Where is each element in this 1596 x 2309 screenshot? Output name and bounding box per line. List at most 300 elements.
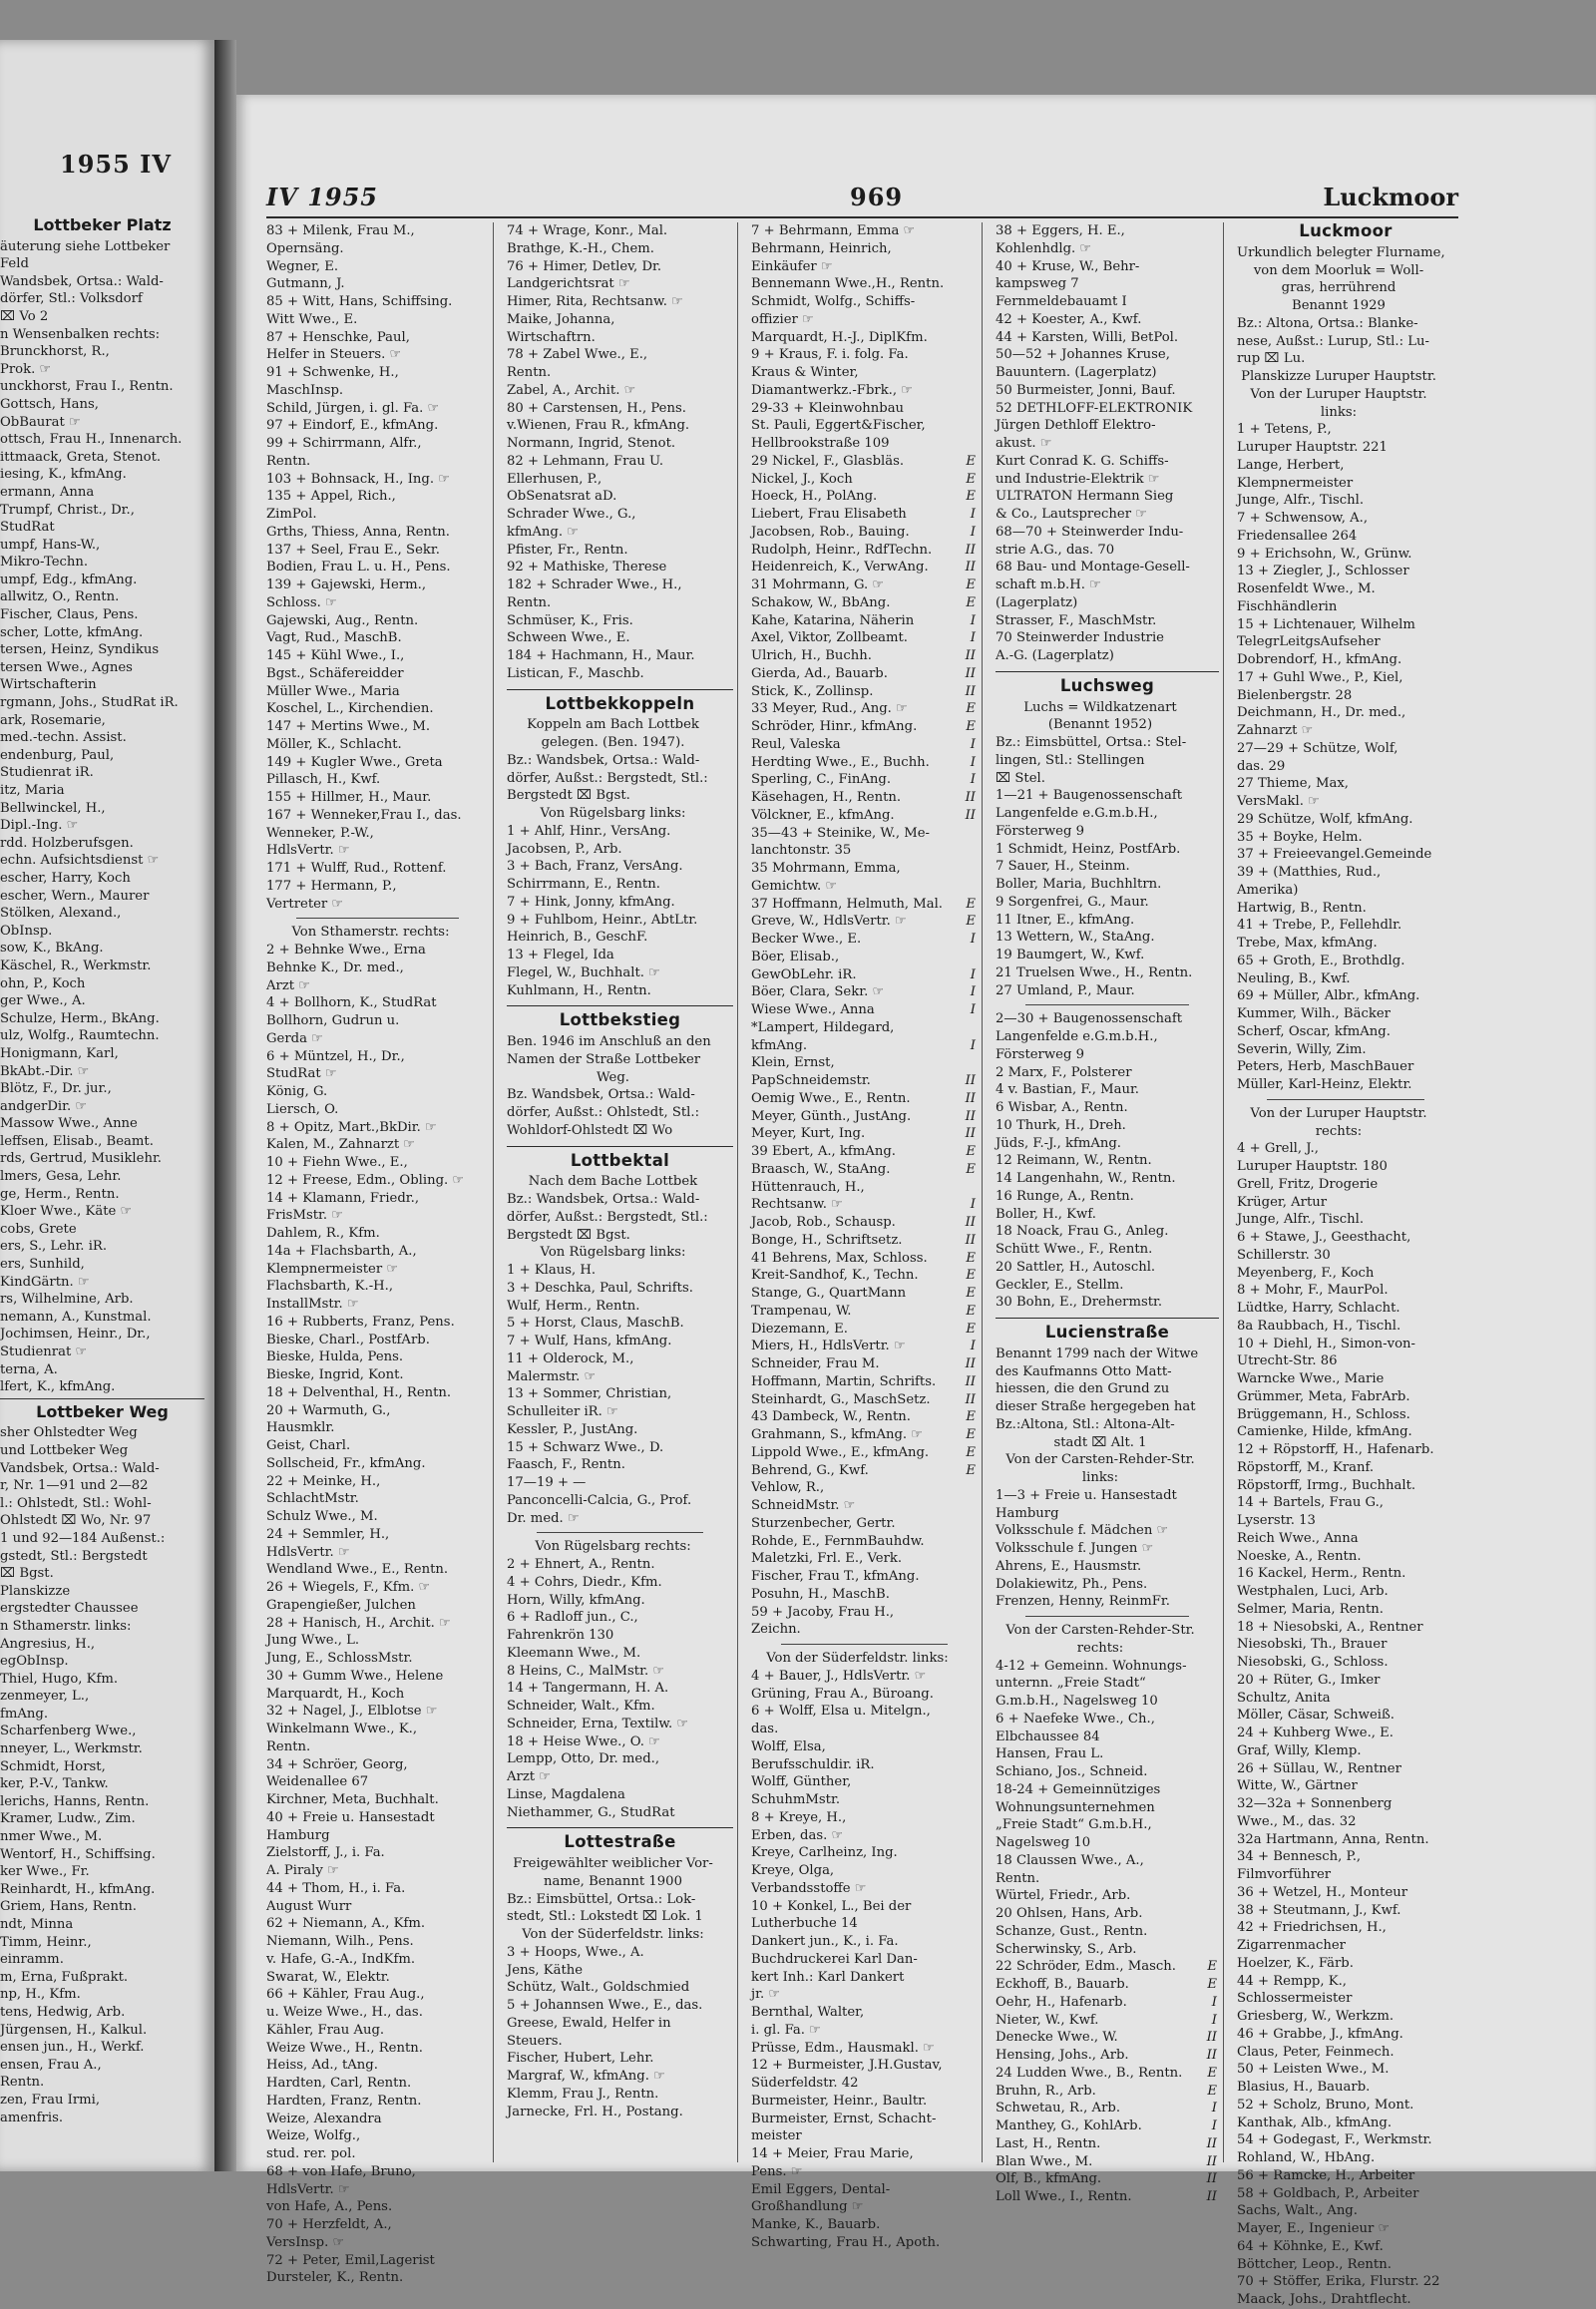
entry-text: 39 Ebert, A., kfmAng. (751, 1144, 896, 1159)
directory-entry: ers, S., Lehr. iR. (0, 1239, 108, 1255)
directory-entry (266, 594, 489, 612)
entry-text: 6 Wisbar, A., Rentn. (996, 1100, 1128, 1115)
entry-text: Maike, Johanna, (507, 311, 615, 327)
directory-entry (507, 577, 733, 594)
directory-entry (1237, 475, 1454, 493)
entry-text: Geist, Charl. (266, 1438, 351, 1453)
entry-text: offizier ☞ (751, 311, 814, 327)
entry-text: 13 + Sommer, Christian, (507, 1386, 672, 1402)
entry-text: 78 + Zabel Wwe., E., (507, 347, 648, 363)
entry-text: 16 Runge, A., Rentn. (996, 1188, 1134, 1204)
floor-marker: II (965, 542, 976, 558)
directory-entry (996, 1223, 1219, 1241)
directory-entry: rdd. Holzberufsgen. (0, 835, 134, 851)
directory-entry (996, 471, 1219, 489)
entry-text: 1—3 + Freie u. Hansestadt (996, 1487, 1177, 1503)
directory-entry (266, 1154, 489, 1172)
directory-entry (996, 787, 1219, 805)
entry-text: 15 + Schwarz Wwe., D. (507, 1439, 664, 1455)
entry-text: 147 + Mertins Wwe., M. (266, 719, 431, 734)
directory-entry (751, 1214, 978, 1232)
entry-text: MaschInsp. (266, 382, 344, 398)
directory-entry: ergstedter Chaussee (0, 1601, 139, 1617)
directory-entry (507, 1592, 733, 1610)
directory-entry (507, 1280, 733, 1298)
entry-text: Zielstorff, J., i. Fa. (266, 1845, 385, 1861)
directory-entry (751, 559, 978, 577)
directory-entry (507, 1456, 733, 1474)
directory-entry (507, 559, 733, 577)
directory-entry (1237, 1866, 1454, 1884)
floor-marker: I (970, 984, 976, 1000)
entry-text: 167 + Wenneker,Frau I., das. (266, 807, 462, 823)
directory-entry (996, 982, 1219, 1000)
entry-text: Brathge, K.-H., Chem. (507, 240, 654, 256)
entry-text: Jarnecke, Frl. H., Postang. (507, 2104, 683, 2119)
entry-text: 18-24 + Gemeinnütziges (996, 1781, 1161, 1797)
directory-entry (1237, 1005, 1454, 1023)
entry-text: Lempp, Otto, Dr. med., (507, 1751, 660, 1767)
floor-marker: E (966, 489, 976, 505)
directory-entry (751, 807, 978, 825)
directory-entry (751, 1125, 978, 1143)
entry-text: Dr. med. ☞ (507, 1510, 580, 1526)
directory-entry: ermann, Anna (0, 484, 95, 500)
entry-text: 68—70 + Steinwerder Indu- (996, 524, 1184, 540)
entry-text: 4 + Bollhorn, K., StudRat (266, 995, 437, 1011)
directory-entry (266, 1615, 489, 1633)
entry-text: Niesobski, Th., Brauer (1237, 1637, 1388, 1653)
directory-entry (1237, 1512, 1454, 1530)
entry-text: Rohland, W., HbAng. (1237, 2150, 1376, 2165)
entry-text: Jacobsen, Rob., Bauing. (751, 524, 910, 540)
directory-entry (751, 1686, 978, 1704)
entry-text: 9 Sorgenfrei, G., Maur. (996, 894, 1149, 910)
directory-entry (266, 453, 489, 471)
entry-text: ULTRATON Hermann Sieg (996, 489, 1174, 505)
directory-entry (1237, 864, 1454, 882)
directory-entry (507, 1403, 733, 1421)
entry-text: 17—19 + — (507, 1475, 587, 1490)
entry-text: Klein, Ernst, (751, 1055, 835, 1071)
entry-text: Elbchaussee 84 (996, 1729, 1100, 1744)
directory-entry (751, 417, 978, 435)
entry-text: kert Inh.: Karl Dankert (751, 1969, 905, 1985)
directory-entry: ensen, Frau A., (0, 2057, 102, 2073)
directory-entry (996, 1593, 1219, 1611)
directory-entry (507, 400, 733, 418)
directory-entry: echn. Aufsichtsdienst ☞ (0, 853, 160, 869)
directory-entry (266, 2004, 489, 2022)
directory-entry: Griem, Hans, Rentn. (0, 1899, 137, 1915)
entry-text: 7 + Schwensow, A., (1237, 511, 1369, 526)
entry-text: 92 + Mathiske, Therese (507, 560, 667, 576)
entry-text: 34 + Bennesch, P., (1237, 1849, 1362, 1865)
directory-entry: Vandsbek, Ortsa.: Wald- (0, 1460, 160, 1476)
directory-entry: Blötz, F., Dr. jur., (0, 1081, 112, 1097)
directory-entry (996, 805, 1219, 823)
floor-marker: E (966, 577, 976, 592)
directory-entry: Rentn. (0, 2075, 45, 2091)
directory-entry (507, 382, 733, 400)
directory-entry: Gottsch, Hans, (0, 396, 99, 412)
entry-text: v. Hafe, G.-A., IndKfm. (266, 1951, 416, 1967)
directory-entry (751, 665, 978, 683)
directory-entry (507, 1750, 733, 1768)
directory-entry (507, 1926, 733, 1944)
entry-text: 14 + Meier, Frau Marie, (751, 2146, 914, 2161)
entry-text: Manke, K., Bauarb. (751, 2217, 881, 2232)
entry-text: Pillasch, H., Kwf. (266, 772, 381, 788)
floor-marker: II (1206, 2030, 1217, 2046)
directory-entry (751, 382, 978, 400)
entry-text: Von der Carsten-Rehder-Str. (1005, 1452, 1195, 1468)
entry-text: St. Pauli, Eggert&Fischer, (751, 418, 926, 434)
street-heading: Lottbeker Weg (0, 1398, 204, 1421)
entry-text: 7 + Behrmann, Emma ☞ (751, 223, 916, 238)
directory-entry (996, 647, 1219, 665)
entry-text: Grapengießer, Julchen (266, 1597, 416, 1613)
section-divider (1025, 1004, 1189, 1005)
entry-text: 68 Bau- und Montage-Gesell- (996, 560, 1190, 576)
directory-entry (266, 1880, 489, 1898)
directory-entry (507, 1051, 733, 1069)
entry-text: 171 + Wulff, Rud., Rottenf. (266, 861, 447, 876)
entry-text: dörfer, Außst.: Ohlstedt, Stl.: (507, 1105, 700, 1120)
directory-entry (1237, 811, 1454, 829)
directory-entry (751, 1408, 978, 1426)
entry-text: Denecke Wwe., W. (996, 2030, 1118, 2046)
directory-entry (751, 825, 978, 843)
directory-entry (996, 1799, 1219, 1817)
entry-text: 29 Nickel, F., Glasbläs. (751, 453, 905, 469)
directory-entry (751, 1915, 978, 1933)
directory-entry (1237, 2008, 1454, 2026)
directory-entry (751, 1444, 978, 1462)
directory-entry (751, 1533, 978, 1551)
directory-entry: Scharfenberg Wwe., (0, 1724, 137, 1739)
directory-entry (266, 1668, 489, 1686)
entry-text: 38 + Eggers, H. E., (996, 223, 1125, 238)
directory-entry (266, 1101, 489, 1119)
entry-text: Geckler, E., Stellm. (996, 1277, 1124, 1293)
floor-marker: E (966, 1303, 976, 1319)
entry-text: Koschel, L., Kirchendien. (266, 701, 434, 717)
directory-entry: umpf, Edg., kfmAng. (0, 572, 138, 587)
directory-entry (1237, 279, 1454, 297)
directory-entry (751, 2022, 978, 2040)
directory-entry (266, 924, 489, 942)
directory-entry (266, 311, 489, 329)
directory-entry (266, 825, 489, 843)
entry-text: Wendland Wwe., E., Rentn. (266, 1562, 449, 1578)
entry-text: Fischer, Frau T., kfmAng. (751, 1569, 920, 1584)
entry-text: Schwetau, R., Arb. (996, 2101, 1121, 2117)
directory-entry (266, 524, 489, 542)
entry-text: 26 + Wiegels, F., Kfm. ☞ (266, 1580, 431, 1595)
entry-text: Malermstr. ☞ (507, 1368, 597, 1384)
entry-text: 44 + Thom, H., i. Fa. (266, 1880, 406, 1896)
entry-text: Von Rügelsbarg links: (540, 806, 686, 821)
directory-entry (1237, 2149, 1454, 2167)
directory-entry (266, 2022, 489, 2040)
directory-entry (996, 1380, 1219, 1398)
entry-text: Jacob, Rob., Schausp. (751, 1215, 896, 1230)
entry-text: 33 Meyer, Rud., Ang. ☞ (751, 701, 908, 717)
directory-entry (507, 275, 733, 293)
entry-text: Marquardt, H.-J., DiplKfm. (751, 329, 928, 345)
directory-entry (266, 2057, 489, 2075)
floor-marker: I (970, 754, 976, 770)
directory-entry: Timm, Heinr., (0, 1934, 92, 1950)
directory-entry (507, 2068, 733, 2086)
directory-entry (751, 222, 978, 240)
directory-entry (507, 453, 733, 471)
entry-text: 103 + Bohnsack, H., Ing. ☞ (266, 471, 451, 487)
entry-text: 9 + Fuhlbom, Heinr., AbtLtr. (507, 912, 698, 928)
entry-text: Oehr, H., Hafenarb. (996, 1994, 1127, 2010)
entry-text: Hausmklr. (266, 1420, 335, 1436)
directory-entry (1237, 1459, 1454, 1477)
entry-text: Von Rügelsbarg links: (540, 1245, 686, 1261)
directory-entry (1237, 651, 1454, 669)
entry-text: 8 + Opitz, Mart.,BkDir. ☞ (266, 1119, 437, 1135)
directory-entry: rs, Wilhelmine, Arb. (0, 1292, 134, 1308)
entry-text: Klempnermeister (1237, 475, 1354, 491)
entry-text: Kalen, M., Zahnarzt ☞ (266, 1137, 416, 1153)
entry-text: Schrader Wwe., G., (507, 507, 636, 522)
directory-entry (996, 612, 1219, 630)
entry-text: Linse, Magdalena (507, 1786, 625, 1802)
entry-text: Weg. (597, 1069, 629, 1085)
directory-entry (266, 754, 489, 772)
directory-entry (266, 1773, 489, 1791)
entry-text: Becker Wwe., E. (751, 932, 862, 947)
directory-entry (1237, 1831, 1454, 1849)
directory-entry (751, 1338, 978, 1355)
entry-text: lanchtonstr. 35 (751, 843, 852, 859)
entry-text: 5 + Horst, Claus, MaschB. (507, 1316, 684, 1332)
directory-entry (751, 1090, 978, 1108)
entry-text: Scherf, Oscar, kfmAng. (1237, 1023, 1391, 1039)
entry-text: Möller, K., Schlacht. (266, 736, 402, 752)
directory-entry (751, 1037, 978, 1055)
entry-text: Fernmeldebauamt I (996, 294, 1127, 309)
entry-text: Wiese Wwe., Anna (751, 1002, 875, 1017)
entry-text: 70 + Stöffer, Erika, Flurstr. 22 (1237, 2274, 1440, 2290)
entry-text: 24 + Semmler, H., (266, 1526, 390, 1542)
entry-text: 18 + Niesobski, A., Rentner (1237, 1619, 1423, 1635)
directory-entry (996, 258, 1219, 276)
directory-entry (266, 1756, 489, 1774)
directory-entry (1237, 1760, 1454, 1778)
directory-entry (996, 453, 1219, 471)
directory-entry (996, 2083, 1219, 2101)
entry-text: Krüger, Artur (1237, 1194, 1328, 1210)
directory-entry (1237, 1423, 1454, 1441)
entry-text: Bgst., Schäfereidder (266, 665, 404, 681)
directory-entry (751, 2004, 978, 2022)
directory-entry (751, 931, 978, 949)
directory-entry (996, 2100, 1219, 2117)
directory-entry (266, 1065, 489, 1083)
directory-entry (266, 488, 489, 506)
directory-entry (507, 1510, 733, 1528)
entry-text: Dobrendorf, H., kfmAng. (1237, 652, 1402, 667)
entry-text: 7 + Wulf, Hans, kfmAng. (507, 1334, 672, 1348)
entry-text: Nagelsweg 10 (996, 1835, 1091, 1850)
entry-text: 66 + Kähler, Frau Aug., (266, 1987, 425, 2003)
directory-entry (1237, 1955, 1454, 1973)
entry-text: das. 29 (1237, 758, 1286, 774)
directory-entry (507, 823, 733, 841)
directory-entry: Mikro-Techn. (0, 555, 89, 571)
column-2 (501, 222, 738, 2162)
entry-text: Bz.: Wandsbek, Ortsa.: Wald- (507, 1192, 700, 1207)
entry-text: Kähler, Frau Aug. (266, 2022, 385, 2038)
entry-text: jr. ☞ (751, 1987, 781, 2003)
directory-entry (996, 1170, 1219, 1188)
directory-entry (996, 929, 1219, 947)
entry-text: Schneider, Frau M. (751, 1356, 880, 1371)
floor-marker: I (970, 772, 976, 788)
street-heading (507, 1146, 733, 1170)
entry-text: 74 + Wrage, Konr., Mal. (507, 223, 668, 238)
directory-entry (996, 2188, 1219, 2206)
directory-entry: ohn, P., Koch (0, 975, 86, 991)
directory-entry (1237, 687, 1454, 705)
directory-entry (996, 559, 1219, 577)
directory-entry (507, 488, 733, 506)
entry-text: 11 + Olderock, M., (507, 1350, 634, 1366)
floor-marker: E (966, 1286, 976, 1301)
entry-text: gelegen. (Ben. 1947). (541, 735, 685, 750)
section-divider (537, 1532, 703, 1533)
floor-marker: E (1207, 1959, 1217, 1975)
directory-entry (507, 2104, 733, 2121)
directory-entry (1237, 1229, 1454, 1247)
directory-entry (507, 1439, 733, 1457)
directory-entry (751, 842, 978, 860)
directory-entry (996, 1834, 1219, 1852)
entry-text: 20 Sattler, H., Autoschl. (996, 1259, 1156, 1275)
entry-text: 41 + Trebe, P., Fellehdlr. (1237, 918, 1402, 934)
directory-entry (266, 1243, 489, 1261)
entry-text: Bz.: Wandsbek, Ortsa.: Wald- (507, 752, 700, 768)
directory-entry (751, 913, 978, 931)
directory-entry (1237, 616, 1454, 634)
entry-text: Utrecht-Str. 86 (1237, 1353, 1338, 1369)
entry-text: kampsweg 7 (996, 276, 1079, 292)
entry-text: Kraus & Winter, (751, 365, 859, 380)
entry-text: Posuhn, H., MaschB. (751, 1586, 890, 1602)
directory-entry (507, 629, 733, 647)
entry-text: Fischer, Hubert, Lehr. (507, 2051, 654, 2067)
directory-entry (507, 1315, 733, 1333)
directory-entry (996, 1188, 1219, 1206)
directory-entry (996, 752, 1219, 770)
directory-entry (266, 1366, 489, 1384)
floor-marker: II (965, 665, 976, 681)
directory-entry (751, 1721, 978, 1738)
entry-text: Fischhändlerin (1237, 598, 1338, 614)
entry-text: Koppeln am Bach Lottbek (527, 717, 699, 733)
entry-text: Rentn. (996, 1870, 1040, 1886)
entry-text: Schanze, Gust., Rentn. (996, 1923, 1148, 1939)
directory-entry (751, 1550, 978, 1568)
entry-text: rechts: (1076, 1640, 1124, 1656)
entry-text: Brüggemann, H., Schloss. (1237, 1406, 1410, 1422)
directory-entry (751, 2040, 978, 2058)
entry-text: SchlachtMstr. (266, 1491, 359, 1507)
entry-text: 1—21 + Baugenossenschaft (996, 788, 1183, 804)
directory-entry (996, 542, 1219, 560)
directory-entry (1237, 1105, 1454, 1123)
entry-text: Sturzenbecher, Gertr. (751, 1515, 896, 1531)
directory-entry: Wentorf, H., Schiffsing. (0, 1846, 156, 1862)
directory-entry (751, 1898, 978, 1916)
entry-text: Schröder, Hinr., kfmAng. (751, 719, 918, 734)
entry-text: das. (751, 1722, 779, 1736)
directory-entry: Massow Wwe., Anne (0, 1116, 138, 1132)
entry-text: 35—43 + Steinike, W., Me- (751, 825, 931, 841)
entry-text: Liersch, O. (266, 1101, 339, 1117)
directory-entry (996, 2170, 1219, 2188)
entry-text: Kleemann Wwe., M. (507, 1645, 641, 1661)
entry-text: Von der Süderfeldstr. links: (766, 1651, 949, 1666)
entry-text: Volksschule f. Jungen ☞ (996, 1541, 1154, 1556)
directory-entry (1237, 1848, 1454, 1866)
entry-text: Weidenallee 67 (266, 1774, 369, 1790)
directory-entry (996, 841, 1219, 859)
floor-marker: I (970, 524, 976, 540)
entry-text: 54 + Godegast, F., Werkmstr. (1237, 2132, 1432, 2148)
entry-text: 6 + Naefeke Wwe., Ch., (996, 1711, 1155, 1727)
directory-entry (751, 453, 978, 471)
directory-entry (266, 329, 489, 347)
directory-entry (266, 1314, 489, 1332)
floor-marker: I (970, 1037, 976, 1053)
directory-entry (507, 912, 733, 930)
directory-entry (996, 1576, 1219, 1594)
entry-text: Emil Eggers, Dental- (751, 2181, 891, 2197)
directory-entry (507, 1474, 733, 1492)
directory-entry (507, 524, 733, 542)
entry-text: Niemann, Wilh., Pens. (266, 1934, 414, 1949)
entry-text: 6 + Radloff jun., C., (507, 1610, 638, 1626)
floor-marker: E (966, 1161, 976, 1177)
entry-text: 97 + Eindorf, E., kfmAng. (266, 418, 439, 434)
directory-entry (1237, 1902, 1454, 1920)
directory-entry (1237, 2061, 1454, 2079)
entry-text: 8 + Mohr, F., MaurPol. (1237, 1283, 1389, 1299)
directory-entry (1237, 492, 1454, 510)
directory-entry (507, 346, 733, 364)
directory-entry (1237, 1654, 1454, 1672)
directory-entry (751, 949, 978, 966)
entry-text: Kohlenhdlg. ☞ (996, 240, 1092, 256)
directory-entry (751, 1001, 978, 1019)
entry-text: Arzt ☞ (507, 1769, 552, 1784)
entry-text: Blan Wwe., M. (996, 2153, 1093, 2169)
floor-marker: E (966, 1427, 976, 1442)
directory-entry (507, 311, 733, 329)
entry-text: Försterweg 9 (996, 823, 1084, 839)
directory-entry (266, 1686, 489, 1704)
directory-entry: escher, Harry, Koch (0, 870, 131, 886)
directory-entry: Reinhardt, H., kfmAng. (0, 1881, 156, 1897)
floor-marker: I (1211, 2118, 1217, 2133)
